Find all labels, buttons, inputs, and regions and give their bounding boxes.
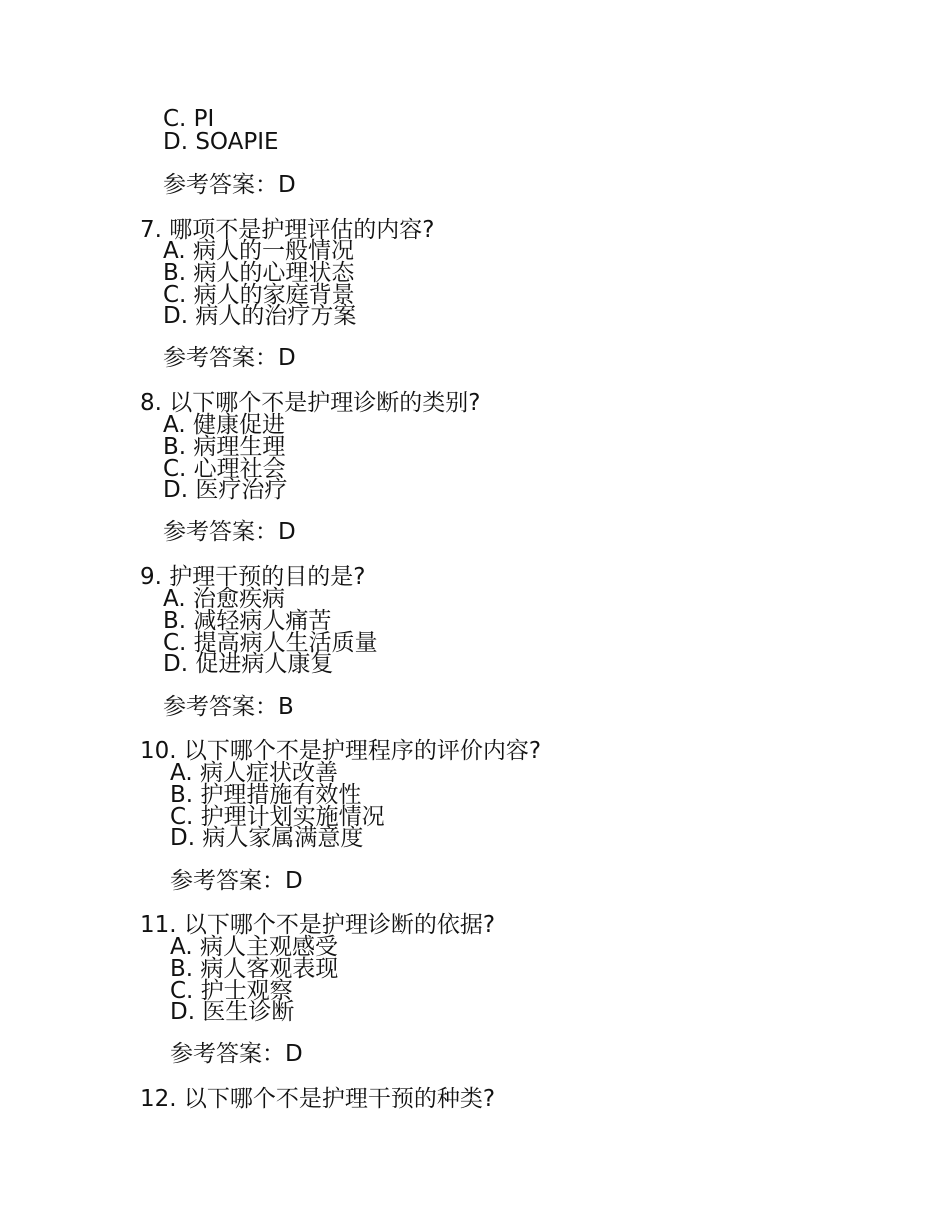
option-a: A. 病人主观感受	[170, 934, 338, 960]
question-stem: 12. 以下哪个不是护理干预的种类?	[140, 1086, 496, 1112]
option-a: A. 健康促进	[163, 412, 285, 438]
option-c: C. 心理社会	[163, 456, 286, 482]
option-d: D. 医生诊断	[170, 999, 295, 1025]
option-b: B. 病人的心理状态	[163, 260, 355, 286]
option-d: D. 医疗治疗	[163, 477, 288, 503]
option-a: A. 治愈疾病	[163, 586, 285, 612]
question-stem: 10. 以下哪个不是护理程序的评价内容?	[140, 738, 542, 764]
question-stem: 9. 护理干预的目的是?	[140, 564, 366, 590]
option-c: C. PI	[163, 106, 215, 132]
reference-answer: 参考答案：D	[163, 519, 296, 545]
option-c: C. 护理计划实施情况	[170, 804, 385, 830]
reference-answer: 参考答案：D	[170, 868, 303, 894]
reference-answer: 参考答案：D	[163, 345, 296, 371]
option-a: A. 病人症状改善	[170, 760, 338, 786]
option-d: D. 病人家属满意度	[170, 825, 364, 851]
option-b: B. 减轻病人痛苦	[163, 608, 332, 634]
question-stem: 8. 以下哪个不是护理诊断的类别?	[140, 390, 481, 416]
option-a: A. 病人的一般情况	[163, 238, 354, 264]
option-b: B. 病理生理	[163, 434, 286, 460]
reference-answer: 参考答案：D	[170, 1041, 303, 1067]
option-d: D. SOAPIE	[163, 129, 279, 155]
option-c: C. 病人的家庭背景	[163, 282, 355, 308]
option-b: B. 护理措施有效性	[170, 782, 362, 808]
option-d: D. 促进病人康复	[163, 651, 334, 677]
option-b: B. 病人客观表现	[170, 956, 339, 982]
question-stem: 11. 以下哪个不是护理诊断的依据?	[140, 912, 496, 938]
option-d: D. 病人的治疗方案	[163, 303, 357, 329]
reference-answer: 参考答案：D	[163, 172, 296, 198]
question-stem: 7. 哪项不是护理评估的内容?	[140, 217, 435, 243]
option-c: C. 提高病人生活质量	[163, 630, 378, 656]
reference-answer: 参考答案：B	[163, 694, 294, 720]
option-c: C. 护士观察	[170, 978, 293, 1004]
